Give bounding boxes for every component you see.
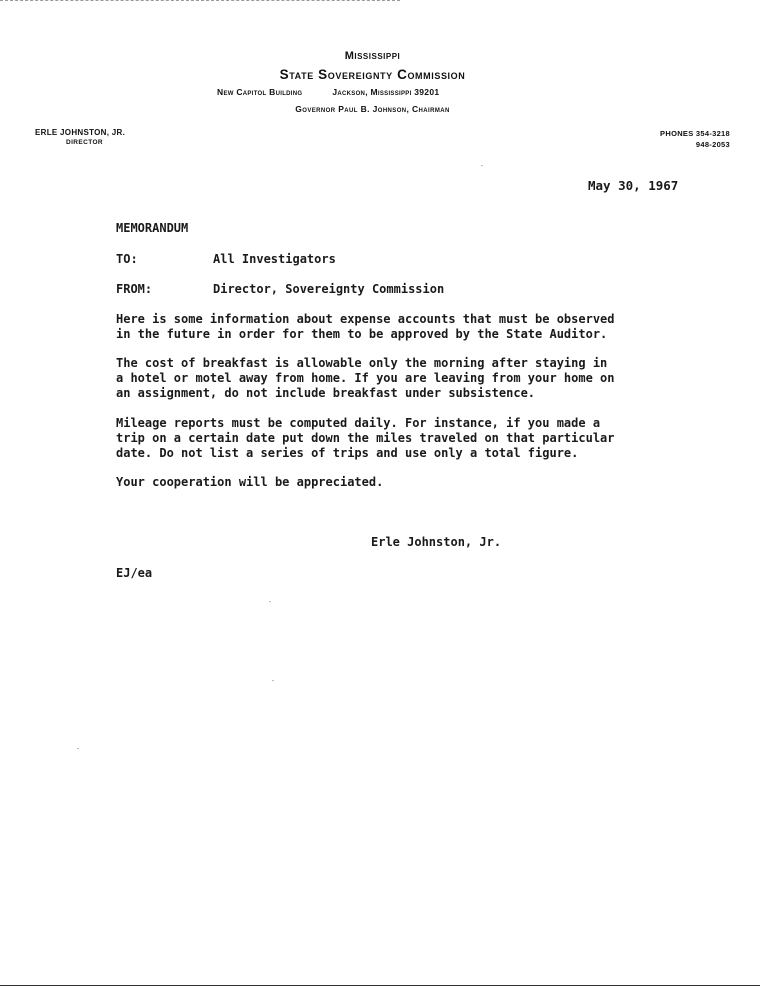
memo-to-label: TO: <box>116 252 138 266</box>
scan-speck <box>272 680 274 681</box>
scan-speck <box>269 601 271 602</box>
memo-initials: EJ/ea <box>116 566 153 580</box>
letterhead-phone-line-2: 948-2053 <box>695 140 730 149</box>
memo-date: May 30, 1967 <box>588 178 679 193</box>
memo-to-value: All Investigators <box>213 252 336 266</box>
memo-heading: MEMORANDUM <box>116 221 189 235</box>
memo-from-label: FROM: <box>116 282 153 296</box>
memo-paragraph-breakfast: The cost of breakfast is allowable only the morning after staying in a hotel or motel away from home. If you are leaving from your home on an assignment, do not include breakfast under subsistence. <box>116 356 615 400</box>
scan-speck <box>481 165 483 166</box>
memo-paragraph-cooperation: Your cooperation will be appreciated. <box>116 475 384 489</box>
scan-speck <box>77 748 79 749</box>
letterhead-address <box>217 87 439 97</box>
letterhead-phone-line-1: PHONES 354-3218 <box>660 129 730 138</box>
memo-paragraph-mileage: Mileage reports must be computed daily. For instance, if you made a trip on a certain date put down the miles traveled on that particular date. Do not list a series of trips and use only a total figure. <box>116 416 615 460</box>
memo-signature: Erle Johnston, Jr. <box>371 535 502 549</box>
letterhead-director-name: ERLE JOHNSTON, JR. <box>35 128 126 137</box>
letterhead-director-title: DIRECTOR <box>66 139 104 146</box>
memo-paragraph-expense-accounts: Here is some information about expense accounts that must be observed in the future in order for them to be approved by the State Auditor. <box>116 312 615 341</box>
letterhead-address-building: New Capitol Building <box>217 87 303 97</box>
memo-from-value: Director, Sovereignty Commission <box>213 282 445 296</box>
bottom-edge-line <box>0 985 760 986</box>
letterhead-commission-name: State Sovereignty Commission <box>279 67 466 82</box>
letterhead-state: Mississippi <box>344 50 401 62</box>
top-edge-dashed-line <box>0 0 400 1</box>
letterhead-address-city: Jackson, Mississippi 39201 <box>332 87 440 97</box>
letterhead-phones <box>660 128 730 150</box>
letterhead-governor-chairman: Governor Paul B. Johnson, Chairman <box>295 104 450 114</box>
